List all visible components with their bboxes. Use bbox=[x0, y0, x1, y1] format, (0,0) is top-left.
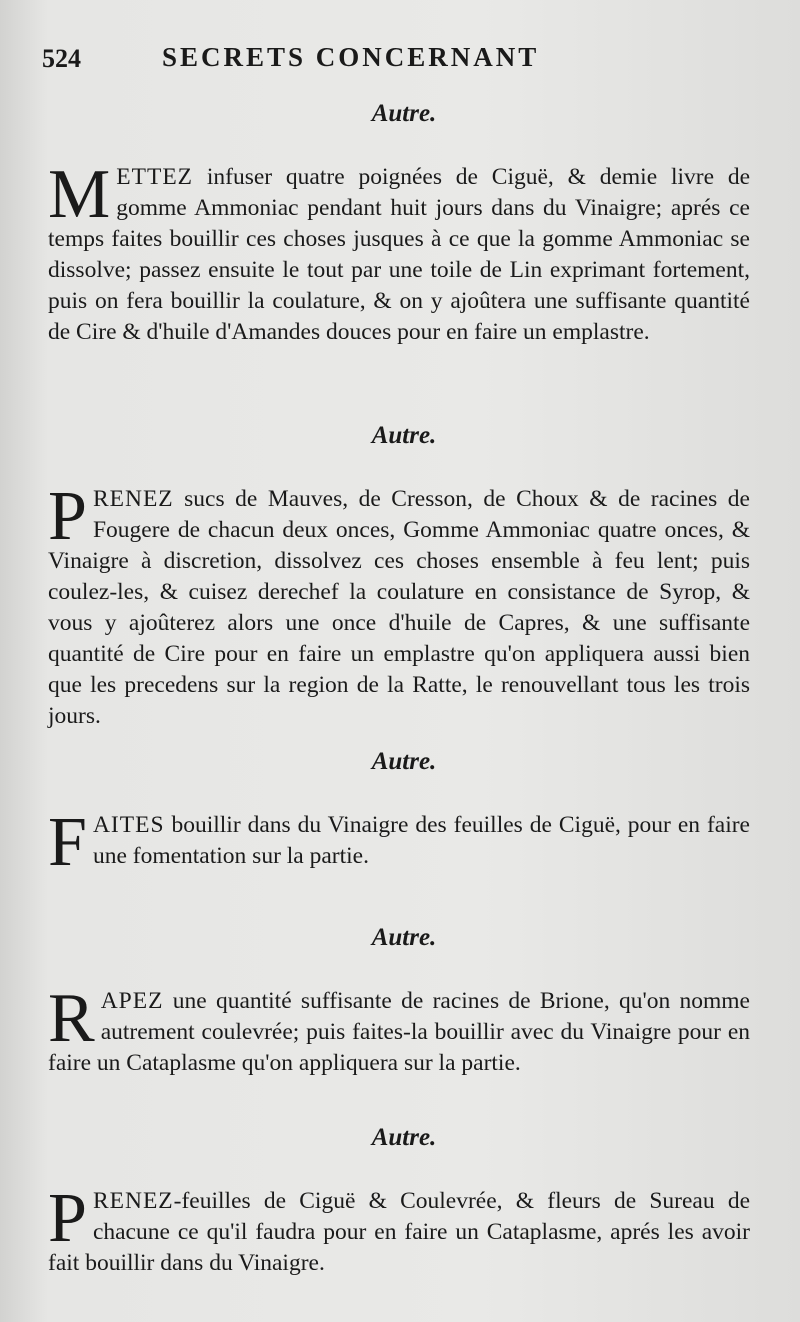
recipe-section-5 bbox=[48, 1124, 750, 1279]
recipe-section-3 bbox=[48, 748, 750, 881]
lead-word: APEZ bbox=[100, 988, 164, 1014]
recipe-body: -feuilles de Ciguë & Coulevrée, & fleurs de Sureau de chacune ce qu'il faudra pour en faire un Cataplasme, aprés les avoir fait bouillir dans du Vinaigre. bbox=[48, 1188, 750, 1276]
drop-cap: P bbox=[48, 1180, 87, 1257]
running-head bbox=[42, 40, 740, 80]
recipe-text bbox=[48, 478, 750, 732]
section-heading: Autre. bbox=[371, 422, 437, 449]
lead-word: RENEZ bbox=[92, 1188, 174, 1214]
lead-word: ETTEZ bbox=[116, 164, 194, 190]
recipe-text bbox=[48, 804, 750, 881]
section-heading: Autre. bbox=[371, 924, 437, 951]
drop-cap: R bbox=[48, 980, 95, 1057]
recipe-section-4 bbox=[48, 924, 750, 1079]
section-heading: Autre. bbox=[371, 748, 437, 775]
lead-word: AITES bbox=[92, 812, 165, 838]
recipe-section-1 bbox=[48, 100, 750, 348]
section-heading: Autre. bbox=[371, 100, 437, 127]
recipe-body: sucs de Mauves, de Cresson, de Choux & de racines de Fougere de chacun deux onces, Gomme Ammoniac quatre onces, & Vinaigre à discretion, dissolvez ces choses ensemble à feu lent; puis coulez-les, & cuisez derechef la coulature en consistance de Syrop, & vous y ajoûterez alors une once d'huile de Capres, & une suffisante quantité de Cire pour en faire un emplastre qu'on appliquera aussi bien que les precedens sur la region de la Ratte, le renouvellant tous les trois jours. bbox=[48, 486, 750, 729]
lead-word: RENEZ bbox=[92, 486, 174, 512]
recipe-text bbox=[48, 980, 750, 1079]
recipe-body: infuser quatre poignées de Ciguë, & demie livre de gomme Ammoniac pendant huit jours dans du Vinaigre; aprés ce temps faites bouillir ces choses jusques à ce que la gomme Ammoniac se dissolve; passez ensuite le tout par une toile de Lin exprimant fortement, puis on fera bouillir la coulature, & on y ajoûtera une suffisante quantité de Cire & d'huile d'Amandes douces pour en faire un emplastre. bbox=[48, 164, 750, 345]
drop-cap: M bbox=[48, 156, 111, 233]
recipe-text bbox=[48, 1180, 750, 1279]
page-number: 524 bbox=[42, 44, 81, 73]
recipe-section-2 bbox=[48, 422, 750, 732]
drop-cap: P bbox=[48, 478, 87, 555]
recipe-text bbox=[48, 156, 750, 348]
recipe-body: bouillir dans du Vinaigre des feuilles de Ciguë, pour en faire une fomentation sur la partie. bbox=[92, 812, 750, 869]
section-heading: Autre. bbox=[371, 1124, 437, 1151]
running-head-title: SECRETS CONCERNANT bbox=[162, 42, 540, 72]
recipe-body: une quantité suffisante de racines de Brione, qu'on nomme autrement coulevrée; puis faites-la bouillir avec du Vinaigre pour en faire un Cataplasme qu'on appliquera sur la partie. bbox=[48, 988, 750, 1076]
drop-cap: F bbox=[48, 804, 87, 881]
